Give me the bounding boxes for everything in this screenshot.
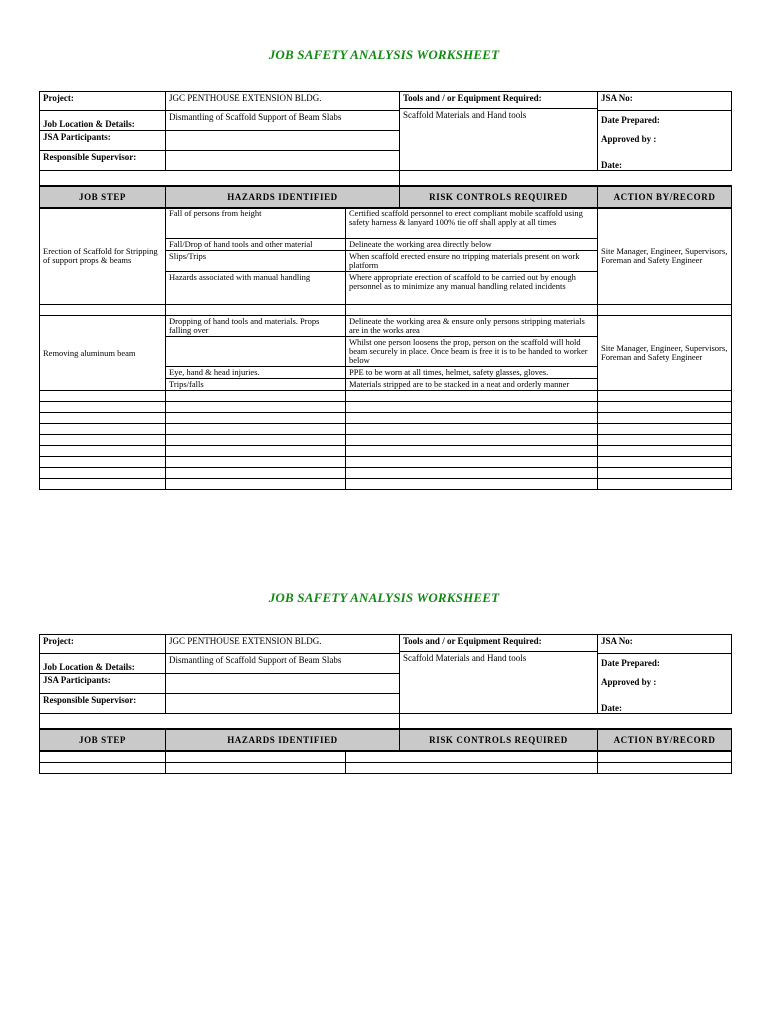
col-action-by: ACTION BY/RECORD [598, 186, 732, 208]
step-1-job-step: Erection of Scaffold for Stripping of support props & beams [40, 208, 166, 305]
date-prepared-label-2: Date Prepared: [601, 658, 660, 668]
jsa-body-table-1 [39, 207, 731, 490]
tools-value-2: Scaffold Materials and Hand tools [403, 653, 527, 663]
tools-label: Tools and / or Equipment Required: [400, 92, 597, 109]
table-row [40, 752, 732, 763]
table-row [40, 402, 732, 413]
table-row [40, 457, 732, 468]
step-2-action: Site Manager, Engineer, Supervisors, Foreman and Safety Engineer [598, 316, 732, 391]
step-2-control-1: Delineate the working area & ensure only persons stripping materials are in the works area [346, 316, 598, 337]
supervisor-label-2: Responsible Supervisor: [40, 694, 166, 714]
job-location-label-2: Job Location & Details: [40, 654, 166, 674]
step-2-hazard-2 [166, 337, 346, 367]
date-label: Date: [601, 160, 622, 170]
table-row [40, 391, 732, 402]
step-1-action: Site Manager, Engineer, Supervisors, Foreman and Safety Engineer [598, 208, 732, 305]
job-location-label: Job Location & Details: [40, 111, 166, 131]
step-1-control-1: Certified scaffold personnel to erect compliant mobile scaffold using safety harness & lanyard 100% tie off shall apply at all times [346, 208, 598, 239]
jsa-body-table-2 [39, 751, 731, 774]
col-hazards: HAZARDS IDENTIFIED [166, 186, 400, 208]
step-1-control-4: Where appropriate erection of scaffold to be carried out by enough personnel as to minimize any manual handling related incidents [346, 272, 598, 305]
col-job-step-2: JOB STEP [40, 729, 166, 751]
supervisor-label: Responsible Supervisor: [40, 151, 166, 171]
approved-by-label-2: Approved by : [601, 677, 657, 687]
table-row [40, 479, 732, 490]
table-row [40, 446, 732, 457]
table-row [40, 763, 732, 774]
worksheet-title-1: JOB SAFETY ANALYSIS WORKSHEET [268, 47, 500, 62]
col-job-step: JOB STEP [40, 186, 166, 208]
step-1-control-3: When scaffold erected ensure no tripping materials present on work platform [346, 251, 598, 272]
tools-label-2: Tools and / or Equipment Required: [400, 635, 597, 652]
jsa-no-label-2: JSA No: [598, 635, 732, 654]
step-2-control-3: PPE to be worn at all times, helmet, safety glasses, gloves. [346, 367, 598, 379]
approved-by-label: Approved by : [601, 134, 657, 144]
header-table-1 [39, 91, 731, 209]
step-2-control-2: Whilst one person loosens the prop, person on the scaffold will hold beam securely in place. Once beam is free it is to be handed to worker below [346, 337, 598, 367]
date-label-2: Date: [601, 703, 622, 713]
step-1-hazard-2: Fall/Drop of hand tools and other material [166, 239, 346, 251]
table-row [40, 424, 732, 435]
job-location-value: Dismantling of Scaffold Support of Beam Slabs [166, 111, 400, 131]
table-row [40, 435, 732, 446]
col-action-by-2: ACTION BY/RECORD [598, 729, 732, 751]
step-1-hazard-1: Fall of persons from height [166, 208, 346, 239]
date-prepared-label: Date Prepared: [601, 115, 660, 125]
step-2-control-4: Materials stripped are to be stacked in a neat and orderly manner [346, 379, 598, 391]
table-row [40, 468, 732, 479]
col-risk-controls: RISK CONTROLS REQUIRED [400, 186, 598, 208]
worksheet-title-2: JOB SAFETY ANALYSIS WORKSHEET [268, 590, 500, 605]
tools-value: Scaffold Materials and Hand tools [403, 110, 527, 120]
project-label: Project: [40, 92, 166, 111]
project-value: JGC PENTHOUSE EXTENSION BLDG. [166, 92, 400, 111]
table-row [40, 413, 732, 424]
col-hazards-2: HAZARDS IDENTIFIED [166, 729, 400, 751]
step-2-hazard-4: Trips/falls [166, 379, 346, 391]
project-label-2: Project: [40, 635, 166, 654]
step-1-hazard-4: Hazards associated with manual handling [166, 272, 346, 305]
step-2-hazard-1: Dropping of hand tools and materials. Props falling over [166, 316, 346, 337]
jsa-no-label: JSA No: [598, 92, 732, 111]
job-location-value-2: Dismantling of Scaffold Support of Beam Slabs [166, 654, 400, 674]
header-table-2 [39, 634, 731, 752]
project-value-2: JGC PENTHOUSE EXTENSION BLDG. [166, 635, 400, 654]
step-1-hazard-3: Slips/Trips [166, 251, 346, 272]
participants-label: JSA Participants: [40, 131, 166, 151]
step-2-hazard-3: Eye, hand & head injuries. [166, 367, 346, 379]
col-risk-controls-2: RISK CONTROLS REQUIRED [400, 729, 598, 751]
participants-label-2: JSA Participants: [40, 674, 166, 694]
step-2-job-step: Removing aluminum beam [40, 316, 166, 391]
step-1-control-2: Delineate the working area directly below [346, 239, 598, 251]
